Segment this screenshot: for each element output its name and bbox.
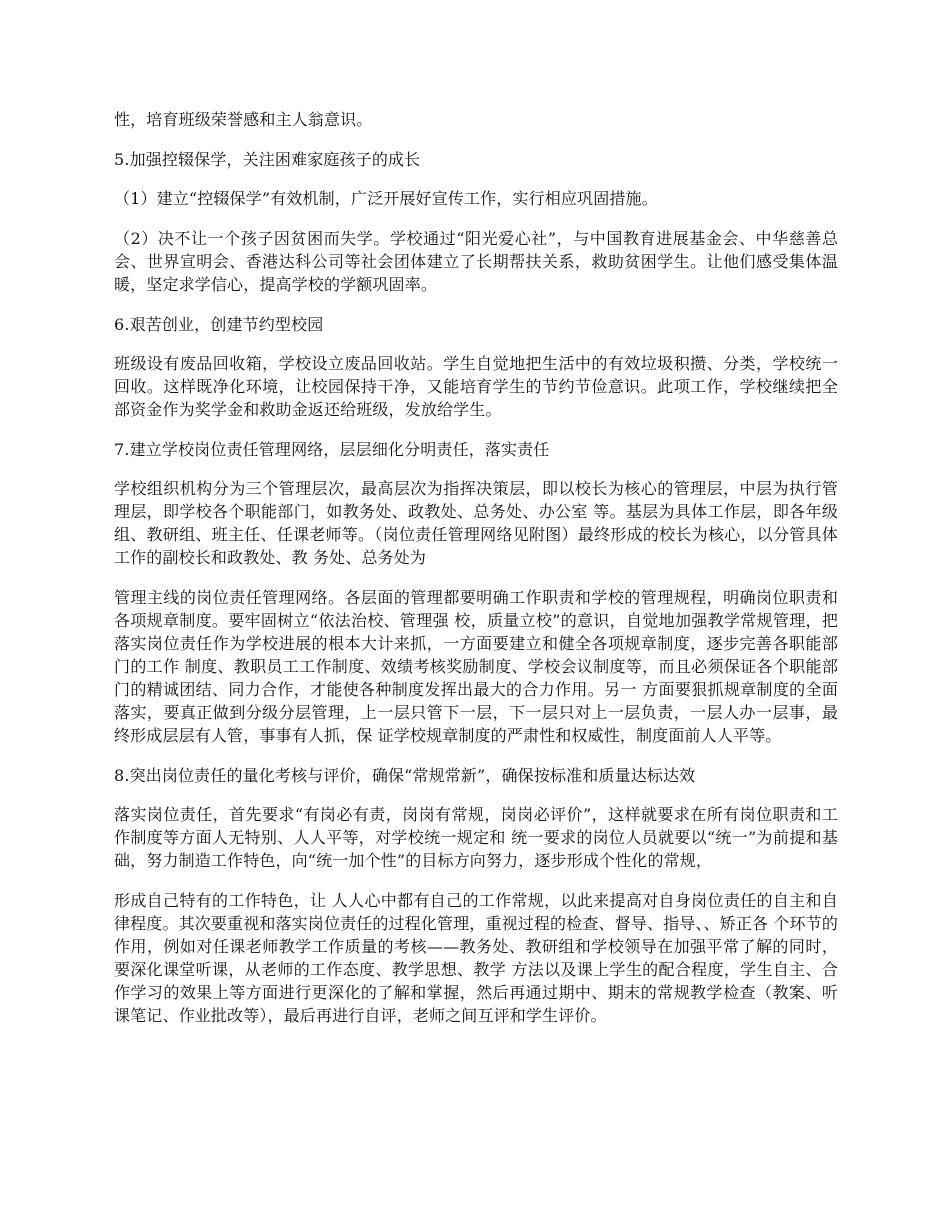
document-page — [114, 108, 838, 1044]
section-heading-5: 5.加强控辍保学，关注困难家庭孩子的成长 — [114, 150, 421, 169]
paragraph-continuation: 性，培育班级荣誉感和主人翁意识。 — [114, 110, 373, 129]
section-heading-8: 8.突出岗位责任的量化考核与评价，确保“常规常新”，确保按标准和质量达标达效 — [114, 766, 696, 785]
paragraph-7-a: 学校组织机构分为三个管理层次，最高层次为指挥决策层，即以校长为核心的管理层，中层为执行管理层，即学校各个职能部门，如教务处、政教处、总务处、办公室 等。基层为具体工作层，即各年级组、教研组、班主任、任课老师等。（岗位责任管理网络见附图）最终形成的校长为核心，以分管具体工作的副校长和政教处、教 务处、总务处为 — [114, 479, 838, 567]
section-heading-7: 7.建立学校岗位责任管理网络，层层细化分明责任，落实责任 — [114, 440, 550, 459]
paragraph-5-2: （2）决不让一个孩子因贫困而失学。学校通过“阳光爱心社”，与中国教育进展基金会、中华慈善总会、世界宣明会、香港达科公司等社会团体建立了长期帮扶关系，救助贫困学生。让他们感受集体温暖，坚定求学信心，提高学校的学额巩固率。 — [114, 229, 838, 294]
paragraph-7-b: 管理主线的岗位责任管理网络。各层面的管理都要明确工作职责和学校的管理规程，明确岗位职责和各项规章制度。要牢固树立“依法治校、管理强 校，质量立校”的意识，自觉地加强教学常规管理，把落实岗位责任作为学校进展的根本大计来抓，一方面要建立和健全各项规章制度，逐步完善各职能部门的工作 制度、教职员工工作制度、效绩考核奖励制度、学校会议制度等，而且必须保证各个职能部门的精诚团结、同力合作，才能使各种制度发挥出最大的合力作用。另一 方面要狠抓规章制度的全面落实，要真正做到分级分层管理，上一层只管下一层，下一层只对上一层负责，一层人办一层事，最终形成层层有人管，事事有人抓，保 证学校规章制度的严肃性和权威性，制度面前人人平等。 — [114, 588, 838, 745]
paragraph-6: 班级设有废品回收箱，学校设立废品回收站。学生自觉地把生活中的有效垃圾积攒、分类，学校统一回收。这样既净化环境，让校园保持干净，又能培育学生的节约节俭意识。此项工作，学校继续把全部资金作为奖学金和救助金返还给班级，发放给学生。 — [114, 354, 838, 419]
paragraph-5-1: （1）建立“控辍保学”有效机制，广泛开展好宣传工作，实行相应巩固措施。 — [114, 189, 658, 208]
paragraph-8-a: 落实岗位责任，首先要求“有岗必有责，岗岗有常规，岗岗必评价”，这样就要求在所有岗位职责和工作制度等方面人无特别、人人平等，对学校统一规定和 统一要求的岗位人员就要以“统一”为前提和基础，努力制造工作特色，向“统一加个性”的目标方向努力，逐步形成个性化的常规， — [114, 805, 838, 870]
paragraph-8-b: 形成自己特有的工作特色，让 人人心中都有自己的工作常规，以此来提高对自身岗位责任的自主和自律程度。其次要重视和落实岗位责任的过程化管理，重视过程的检查、督导、指导、、矫正各 个环节的作用，例如对任课老师教学工作质量的考核——教务处、教研组和学校领导在加强平常了解的同时，要深化课堂听课，从老师的工作态度、教学思想、教学 方法以及课上学生的配合程度，学生自主、合作学习的效果上等方面进行更深化的了解和掌握，然后再通过期中、期末的常规教学检查（教案、听课笔记、作业批改等），最后再进行自评，老师之间互评和学生评价。 — [114, 891, 838, 1025]
section-heading-6: 6.艰苦创业，创建节约型校园 — [114, 315, 324, 334]
